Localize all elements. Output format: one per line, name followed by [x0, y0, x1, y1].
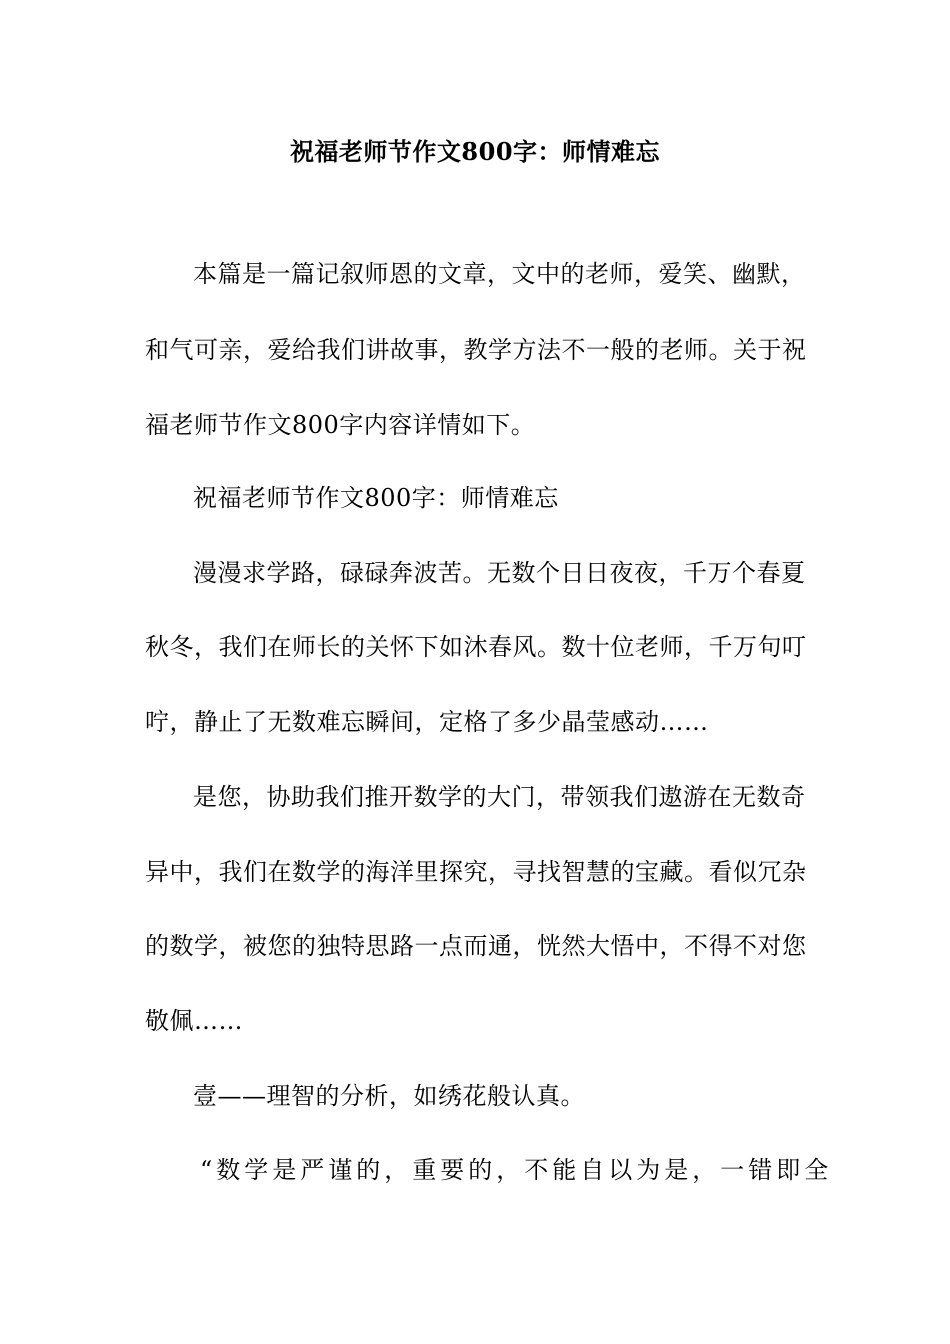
paragraph-line: 本篇是一篇记叙师恩的文章，文中的老师，爱笑、幽默，	[193, 260, 806, 288]
paragraph-line: 敬佩……	[145, 1007, 243, 1035]
subheading-line: 壹——理智的分析，如绣花般认真。	[193, 1082, 585, 1110]
paragraph-line: “数学是严谨的，重要的，不能自以为是，一错即全	[200, 1156, 833, 1184]
paragraph-line: 福老师节作文800字内容详情如下。	[145, 411, 536, 439]
paragraph-line: 是您，协助我们推开数学的大门，带领我们遨游在无数奇	[193, 783, 806, 811]
paragraph-line: 咛，静止了无数难忘瞬间，定格了多少晶莹感动……	[145, 708, 709, 736]
paragraph-line: 秋冬，我们在师长的关怀下如沐春风。数十位老师，千万句叮	[145, 633, 807, 661]
document-title: 祝福老师节作文800字：师情难忘	[289, 137, 661, 166]
paragraph-line: 的数学，被您的独特思路一点而通，恍然大悟中，不得不对您	[145, 932, 807, 960]
section-heading: 祝福老师节作文800字：师情难忘	[193, 484, 559, 512]
paragraph-line: 异中，我们在数学的海洋里探究，寻找智慧的宝藏。看似冗杂	[145, 858, 807, 886]
paragraph-line: 和气可亲，爱给我们讲故事，教学方法不一般的老师。关于祝	[145, 336, 807, 364]
paragraph-line: 漫漫求学路，碌碌奔波苦。无数个日日夜夜，千万个春夏	[193, 559, 806, 587]
